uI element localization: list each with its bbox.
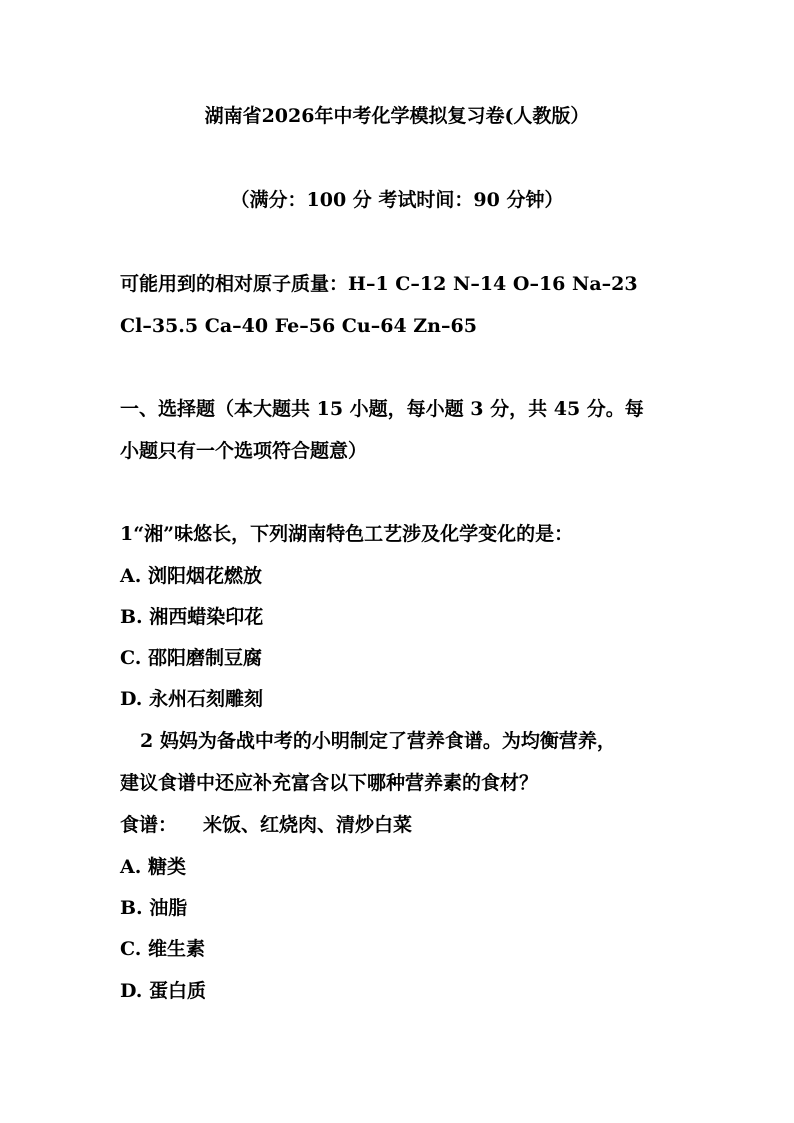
atomic-mass-line-2: Cl–35.5 Ca–40 Fe–56 Cu–64 Zn–65 bbox=[120, 315, 477, 337]
question-2-option-a: A. 糖类 bbox=[120, 856, 186, 878]
section-heading-line-2: 小题只有一个选项符合题意） bbox=[120, 440, 368, 462]
question-2-option-c: C. 维生素 bbox=[120, 938, 206, 960]
section-heading-line-1: 一、选择题（本大题共 15 小题，每小题 3 分，共 45 分。每 bbox=[120, 398, 644, 420]
exam-subtitle: （满分：100 分 考试时间：90 分钟） bbox=[230, 189, 564, 211]
question-1-stem: 1“湘”味悠长，下列湖南特色工艺涉及化学变化的是： bbox=[120, 523, 574, 545]
question-2-option-d: D. 蛋白质 bbox=[120, 980, 207, 1002]
question-2-stem-line-2: 建议食谱中还应补充富含以下哪种营养素的食材？ bbox=[120, 772, 539, 794]
question-2-option-b: B. 油脂 bbox=[120, 897, 188, 919]
question-2-recipe bbox=[120, 816, 412, 835]
exam-title: 湖南省2026年中考化学模拟复习卷(人教版） bbox=[204, 105, 590, 127]
question-1-option-d: D. 永州石刻雕刻 bbox=[120, 688, 264, 710]
recipe-value: 米饭、红烧肉、清炒白菜 bbox=[203, 814, 413, 836]
question-1-option-b: B. 湘西蜡染印花 bbox=[120, 606, 264, 628]
atomic-mass-line-1: 可能用到的相对原子质量：H–1 C–12 N–14 O–16 Na–23 bbox=[120, 273, 638, 295]
question-1-option-a: A. 浏阳烟花燃放 bbox=[120, 565, 262, 587]
question-1-option-c: C. 邵阳磨制豆腐 bbox=[120, 647, 263, 669]
recipe-label: 食谱： bbox=[120, 814, 178, 836]
question-2-stem-line-1: 2 妈妈为备战中考的小明制定了营养食谱。为均衡营养， bbox=[140, 730, 616, 752]
